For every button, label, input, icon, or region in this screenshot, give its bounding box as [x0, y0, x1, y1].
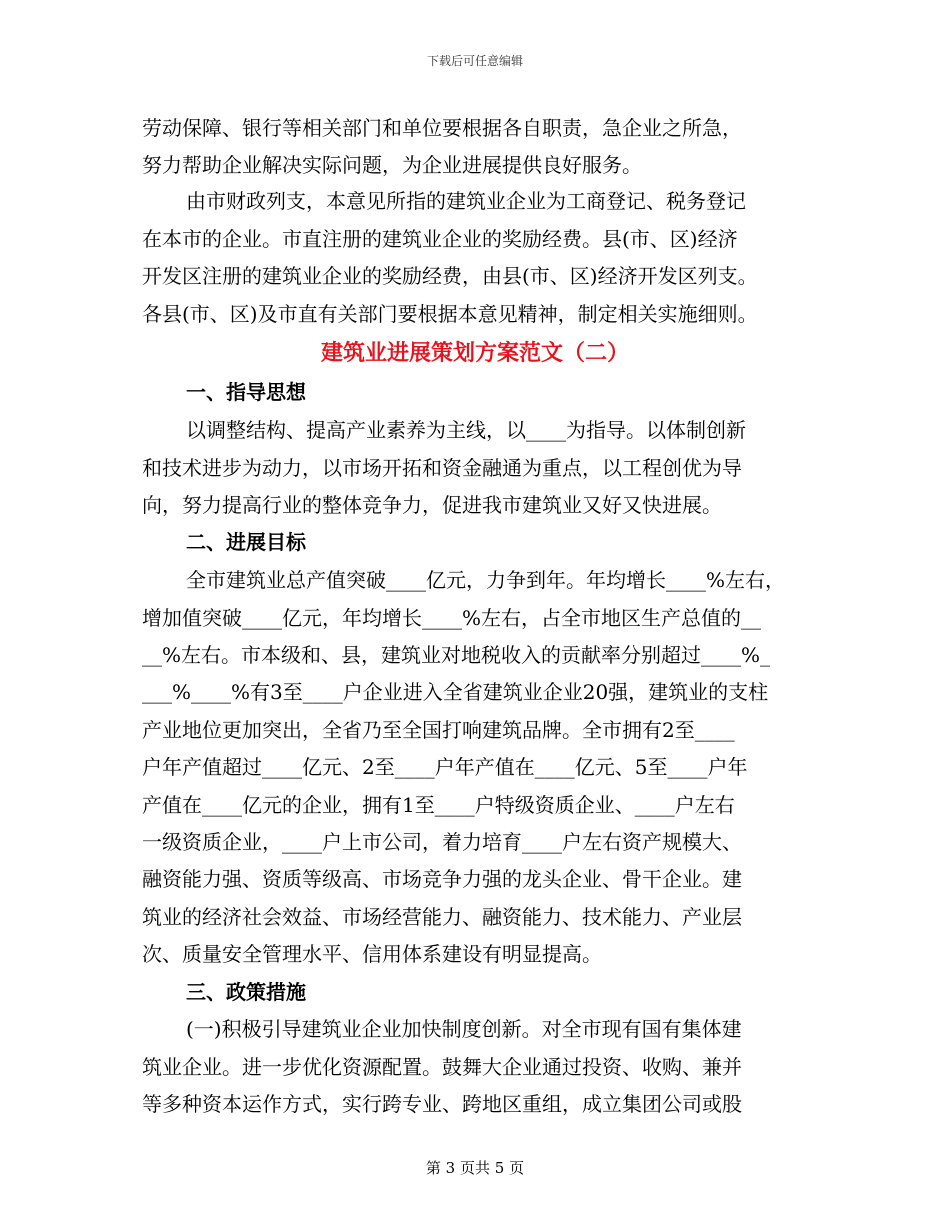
- section-heading: 二、进展目标: [186, 530, 306, 554]
- text-line: 以调整结构、提高产业素养为主线，以____为指导。以体制创新: [186, 418, 746, 442]
- text-line: 户年产值超过____亿元、2至____户年产值在____亿元、5至____户年: [142, 755, 748, 779]
- text-line: 向，努力提高行业的整体竞争力，促进我市建筑业又好又快进展。: [142, 493, 722, 517]
- text-line: 产业地位更加突出，全省乃至全国打响建筑品牌。全市拥有2至____: [142, 718, 735, 742]
- text-line: 开发区注册的建筑业企业的奖励经费，由县(市、区)经济开发区列支。: [142, 264, 758, 288]
- text-line: 在本市的企业。市直注册的建筑业企业的奖励经费。县(市、区)经济: [142, 227, 738, 251]
- text-line: 融资能力强、资质等级高、市场竞争力强的龙头企业、骨干企业。建: [142, 867, 742, 891]
- text-line: 全市建筑业总产值突破____亿元，力争到年。年均增长____%左右，: [186, 568, 786, 592]
- text-line: 次、质量安全管理水平、信用体系建设有明显提高。: [142, 942, 602, 966]
- text-line: __%左右。市本级和、县，建筑业对地税收入的贡献率分别超过____%_: [142, 643, 771, 667]
- text-line: (一)积极引导建筑业企业加快制度创新。对全市现有国有集体建: [186, 1017, 742, 1041]
- page-header: 下载后可任意编辑: [426, 54, 523, 68]
- section-heading: 一、指导思想: [186, 380, 306, 404]
- section-heading: 三、政策措施: [186, 980, 306, 1004]
- text-line: ___%____%有3至____户企业进入全省建筑业企业20强，建筑业的支柱: [142, 680, 769, 704]
- text-line: 增加值突破____亿元，年均增长____%左右，占全市地区生产总值的__: [142, 606, 762, 630]
- text-line: 产值在____亿元的企业，拥有1至____户特级资质企业、____户左右: [142, 793, 735, 817]
- text-line: 各县(市、区)及市直有关部门要根据本意见精神，制定相关实施细则。: [142, 302, 758, 326]
- text-line: 等多种资本运作方式，实行跨专业、跨地区重组，成立集团公司或股: [142, 1092, 742, 1116]
- document-title: 建筑业进展策划方案范文（二）: [320, 340, 629, 366]
- page-footer: 第 3 页共 5 页: [425, 1159, 525, 1177]
- text-line: 筑业企业。进一步优化资源配置。鼓舞大企业通过投资、收购、兼并: [142, 1055, 742, 1079]
- text-line: 筑业的经济社会效益、市场经营能力、融资能力、技术能力、产业层: [142, 905, 742, 929]
- text-line: 一级资质企业，____户上市公司，着力培育____户左右资产规模大、: [142, 830, 742, 854]
- text-line: 劳动保障、银行等相关部门和单位要根据各自职责，急企业之所急，: [142, 116, 742, 140]
- text-line: 和技术进步为动力，以市场开拓和资金融通为重点，以工程创优为导: [142, 456, 742, 480]
- text-line: 由市财政列支，本意见所指的建筑业企业为工商登记、税务登记: [186, 189, 746, 213]
- text-line: 努力帮助企业解决实际问题，为企业进展提供良好服务。: [142, 153, 642, 177]
